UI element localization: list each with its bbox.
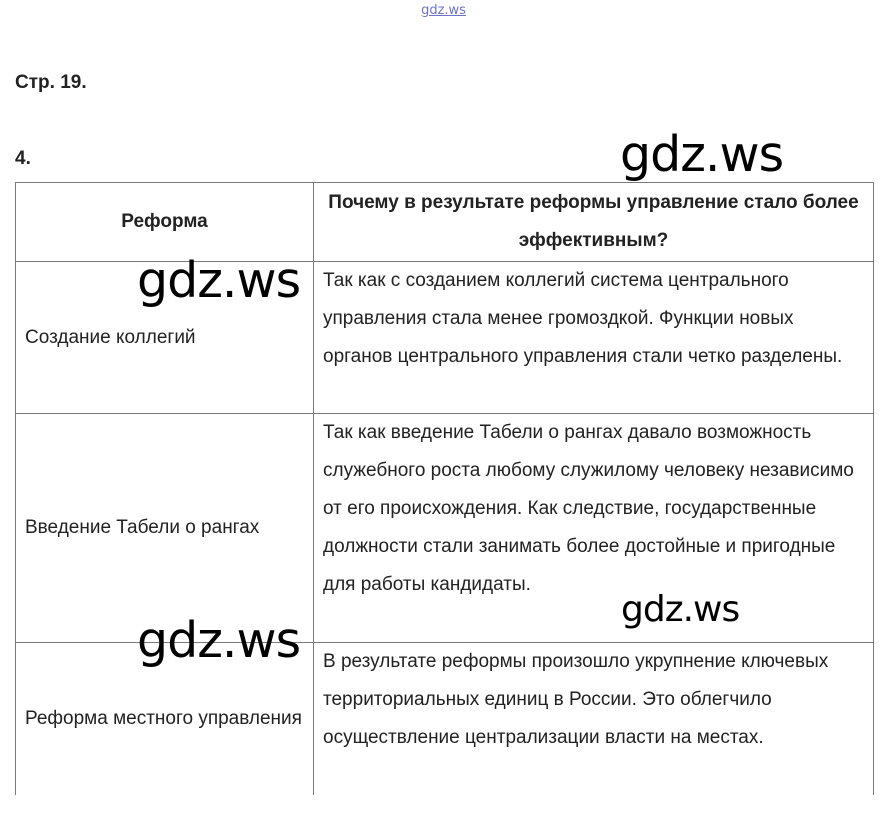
table-row	[16, 262, 874, 414]
reason-cell: Так как с созданием коллегий система центрального управления стала менее громоздкой. Функции новых органов центрального управления стали четко разделены.	[314, 262, 874, 414]
header-reason: Почему в результате реформы управление стало более эффективным?	[314, 183, 874, 262]
site-watermark-link[interactable]: gdz.ws	[421, 3, 466, 18]
header-reform: Реформа	[16, 183, 314, 262]
watermark-text: gdz.ws	[137, 252, 301, 309]
watermark-text: gdz.ws	[137, 612, 301, 669]
watermark-text: gdz.ws	[620, 126, 784, 183]
table-header-row	[16, 183, 874, 262]
table-row	[16, 414, 874, 643]
watermark-text: gdz.ws	[621, 589, 740, 630]
task-number: 4.	[15, 148, 31, 169]
reform-cell: Создание коллегий	[16, 262, 314, 414]
reason-cell: Так как введение Табели о рангах давало возможность служебного роста любому служилому человеку независимо от его происхождения. Как следствие, государственные должности стали занимать более достойные и пригодные для работы кандидаты.	[314, 414, 874, 643]
reason-cell: В результате реформы произошло укрупнение ключевых территориальных единиц в России. Это облегчило осуществление централизации власти на местах.	[314, 643, 874, 795]
reform-table	[15, 182, 874, 795]
table-row	[16, 643, 874, 795]
page-reference: Стр. 19.	[15, 72, 87, 93]
reform-cell: Введение Табели о рангах	[16, 414, 314, 643]
reform-cell: Реформа местного управления	[16, 643, 314, 795]
